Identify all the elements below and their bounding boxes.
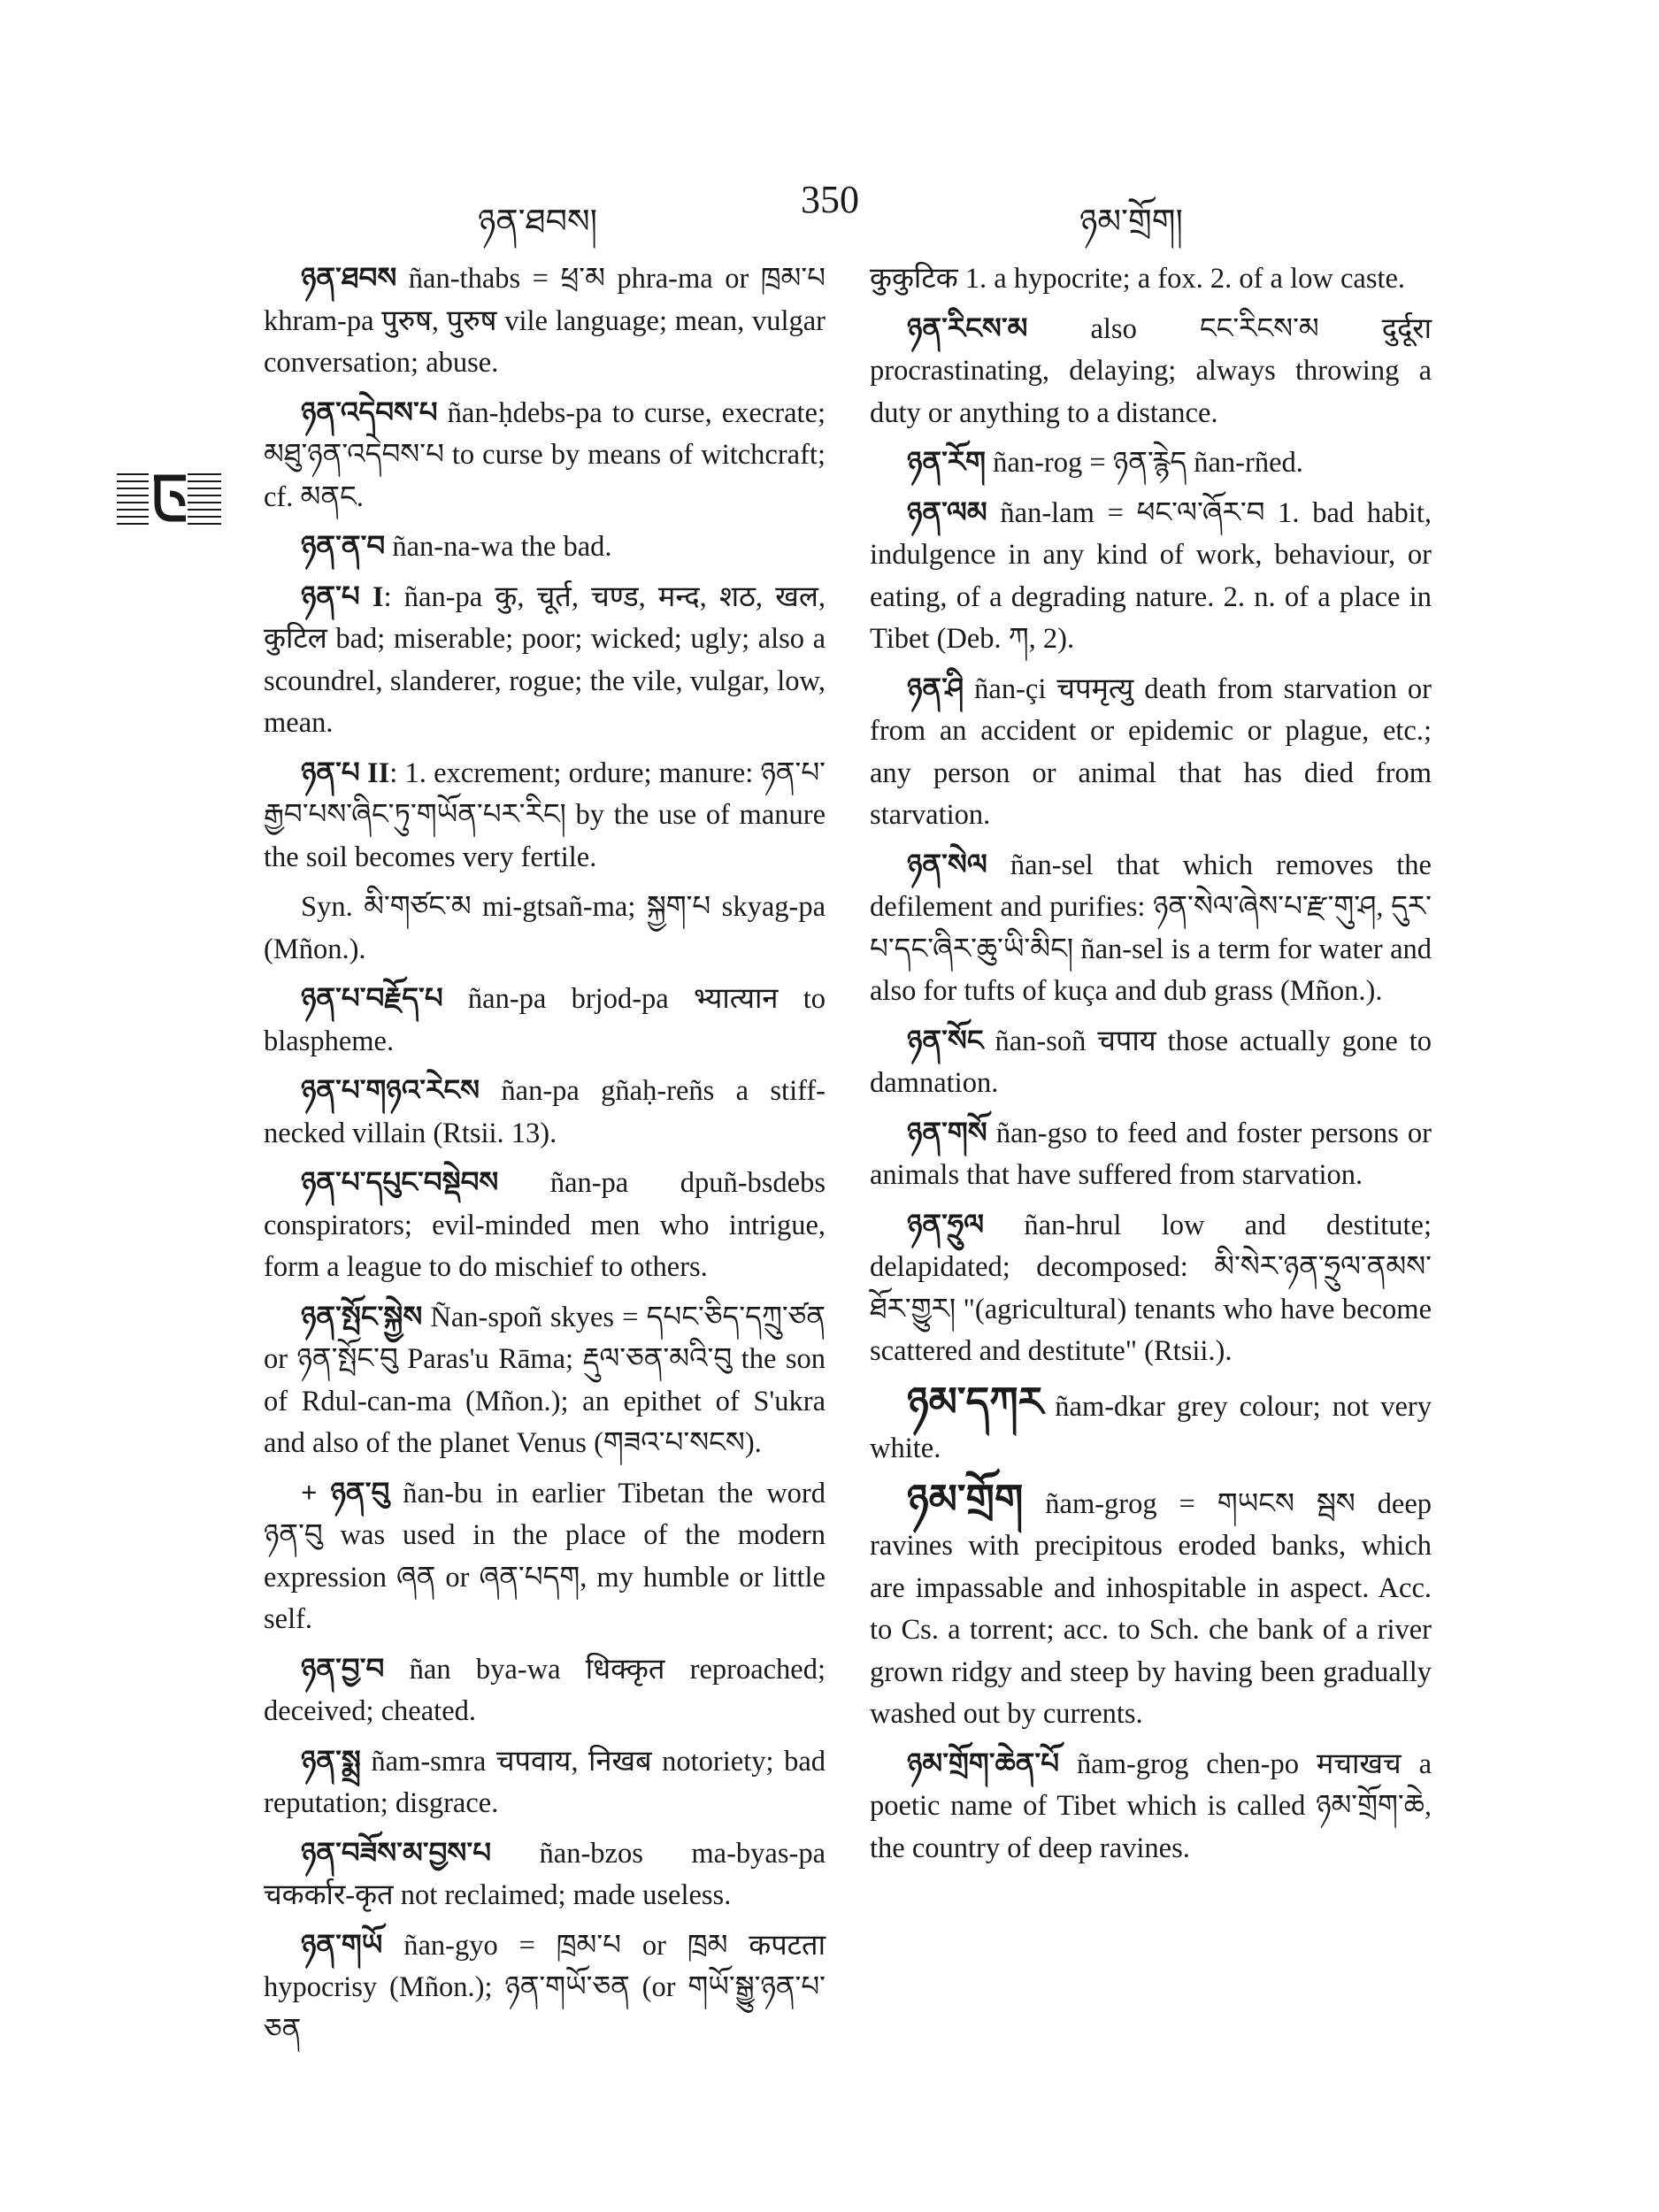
definition: कुकुटिक 1. a hypocrite; a fox. 2. of a low caste. <box>870 263 1406 295</box>
definition: ñam-grog chen-po मचाखच a poetic name of Tibet which is called ཉམ་གྲོག་ཆེ, the country of deep ravines. <box>870 1747 1432 1864</box>
entry <box>264 1741 826 1825</box>
entry <box>264 1925 826 2052</box>
definition: ñan-gso to feed and foster persons or animals that have suffered from starvation. <box>870 1117 1432 1191</box>
definition: also ངང་རིངས་མ दुर्दूरा procrastinating, delaying; always throwing a duty or anything to a distance. <box>870 312 1432 429</box>
headword: ཉམ་དཀར <box>907 1379 1044 1425</box>
headword: ཉམ་གྲོག་ཆེན་པོ <box>907 1747 1060 1780</box>
headword: ཉན་སེལ <box>907 849 987 881</box>
headword: ཉན་པ་བརྗོད་པ <box>301 983 443 1015</box>
definition: ñan-sel that which removes the defilement and purifies: ཉན་སེལ་ཞེས་པ་རྫ་གུ་ཤ, དུར་པ་དང་ཞིར་ཆུ་ཡི་མིང། ñan-sel is a term for water and also for tufts of kuça and dub grass (Mñon.). <box>870 849 1432 1007</box>
headword: ཉན་བཟོས་མ་བྱས་པ <box>301 1837 492 1870</box>
headword: ཉན་ན་བ <box>301 531 386 563</box>
definition: ñam-dkar grey colour; not very white. <box>870 1390 1432 1464</box>
headword: ཉན་འདེབས་པ <box>301 396 438 429</box>
definition: : ñan-pa कु, चूर्त, चण्ड, मन्द, शठ, खल, कुटिल bad; miserable; poor; wicked; ugly; also a scoundrel, slanderer, rogue; the vile, vulgar, low, mean. <box>264 580 826 739</box>
entry <box>870 845 1432 1013</box>
definition: ñan-na-wa the bad. <box>385 531 612 563</box>
left-column <box>264 258 826 2059</box>
entry <box>870 1205 1432 1373</box>
page-header <box>0 177 1659 241</box>
definition: ñan bya-wa धिक्कृत reproached; deceived; cheated. <box>264 1653 826 1727</box>
headword: ཉན་ཧྲུལ <box>907 1209 985 1241</box>
entry <box>870 1476 1432 1736</box>
entry-continuation <box>870 258 1432 301</box>
entry <box>870 1744 1432 1870</box>
definition: ñan-bzos ma-byas-pa चकर्कार-कृत not reclaimed; made useless. <box>264 1837 826 1911</box>
margin-letter-mark-icon <box>117 467 223 529</box>
definition: ñam-grog = གཡངས སྦས deep ravines with precipitous eroded banks, which are impassable and inhospitable in aspect. Acc. to Cs. a torrent; acc. to Sch. che bank of a river grown ridgy and steep by having been gradually washed out by currents. <box>870 1487 1432 1730</box>
entry <box>264 393 826 519</box>
definition: ñan-pa brjod-pa भ्यात्यान to blaspheme. <box>264 983 826 1057</box>
headword: ཉན་ཤི <box>907 672 964 705</box>
entry <box>264 887 826 971</box>
definition: ñan-lam = ཕང་ལ་ཞོར་བ 1. bad habit, indulgence in any kind of work, behaviour, or eating, of a degrading nature. 2. n. of a place in Tibet (Deb. ཀ, 2). <box>870 496 1432 655</box>
entry <box>264 1071 826 1155</box>
headword: ཉན་སྨྲ <box>301 1745 361 1778</box>
headword: ཉན་རོག <box>907 447 987 479</box>
headword: ཉན་བྱ་བ <box>301 1653 385 1686</box>
definition: ñan-hrul low and destitute; delapidated; decomposed: མི་སེར་ཉན་ཧྲུལ་ནམས་ཐོར་གྱུར། "(agricultural) tenants who have become scattered and destitute" (Rtsii.). <box>870 1209 1432 1367</box>
entry <box>264 258 826 385</box>
headword: ཉན་གཡོ <box>301 1929 383 1962</box>
entry <box>870 1021 1432 1105</box>
right-running-head: ཉམ་གྲོག། <box>1079 204 1183 241</box>
entry <box>264 577 826 745</box>
definition: ñan-rog = ཉན་རྙེད ñan-rñed. <box>986 447 1303 479</box>
entry <box>870 309 1432 435</box>
right-column <box>870 258 1432 1878</box>
definition: ñan-thabs = ཕྲ་མ phra-ma or ཁྲམ་པ khram-pa पुरुष, पुरुष vile language; mean, vulgar conversation; abuse. <box>264 263 826 379</box>
headword: ཉན་སོང <box>907 1025 984 1057</box>
headword: ཉན་རིངས་མ <box>907 312 1028 345</box>
definition: ñan-gyo = ཁྲམ་པ or ཁྲམ कपटता hypocrisy (Mñon.); ཉན་གཡོ་ཅན (or གཡོ་སྒྱུ་ཉན་པ་ཅན <box>264 1929 826 2046</box>
headword: ཉན་སྤོང་སྐྱེས <box>301 1301 423 1333</box>
definition: ñan-pa dpuñ-bsdebs conspirators; evil-minded men who intrigue, form a league to do mischief to others. <box>264 1167 826 1283</box>
entry <box>264 1649 826 1733</box>
definition: ñam-smra चपवाय, निखब notoriety; bad reputation; disgrace. <box>264 1745 826 1819</box>
entry <box>264 1473 826 1641</box>
definition: ñan-çi चपमृत्यु death from starvation or from an accident or epidemic or plague, etc.; any person or animal that has died from starvation. <box>870 672 1432 831</box>
definition: ñan-pa gñaḥ-reñs a stiff-necked villain (Rtsii. 13). <box>264 1075 826 1149</box>
entry <box>264 979 826 1063</box>
entry <box>870 1113 1432 1197</box>
headword: ཉན་ལམ <box>907 496 987 529</box>
entry <box>870 669 1432 837</box>
definition: ñan-bu in earlier Tibetan the word ཉན་བུ was used in the place of the modern expression ཞན or ཞན་པདག, my humble or little self. <box>264 1477 826 1635</box>
entry <box>870 1381 1432 1471</box>
entry <box>264 526 826 569</box>
definition: ñan-ḥdebs-pa to curse, execrate; མཐུ་ཉན་འདེབས་པ to curse by means of witchcraft; cf. མནང. <box>264 396 826 513</box>
definition: ñan-soñ चपाय those actually gone to damnation. <box>870 1025 1432 1099</box>
page-number: 350 <box>801 178 859 221</box>
headword: ཉན་ཐབས <box>301 263 397 295</box>
headword: ཉན་པ II <box>301 757 390 789</box>
headword: ཉན་པ་དཔུང་བསྡེབས <box>301 1167 499 1199</box>
headword: ཉན་གསོ <box>907 1117 987 1149</box>
entry <box>264 1163 826 1289</box>
headword: + ཉན་བུ <box>301 1477 390 1509</box>
headword: ཉན་པ I <box>301 580 384 613</box>
left-running-head: ཉན་ཐབས། <box>478 204 598 241</box>
definition: Ñan-spoñ skyes = དཔང་ཅིད་དཀྲུ་ཙན or ཉན་སྤོང་བུ Paras'u Rāma; རྡུལ་ཅན་མའི་བུ the son of Rdul-can-ma (Mñon.); an epithet of S'ukra and also of the planet Venus (གཟའ་པ་སངས). <box>264 1301 826 1459</box>
headword: ཉམ་གྲོག <box>907 1476 1024 1522</box>
entry <box>870 493 1432 661</box>
entry <box>870 442 1432 485</box>
entry <box>264 1833 826 1917</box>
headword: ཉན་པ་གཉའ་རེངས <box>301 1075 480 1107</box>
definition: Syn. མི་གཙང་མ mi-gtsañ-ma; སྐྱག་པ skyag-pa (Mñon.). <box>264 891 826 965</box>
entry <box>264 1297 826 1465</box>
entry <box>264 753 826 879</box>
definition: : 1. excrement; ordure; manure: ཉན་པ་རྒྱབ་པས་ཞིང་ཏུ་གཡོན་པར་རིང། by the use of manure the soil becomes very fertile. <box>264 757 826 873</box>
